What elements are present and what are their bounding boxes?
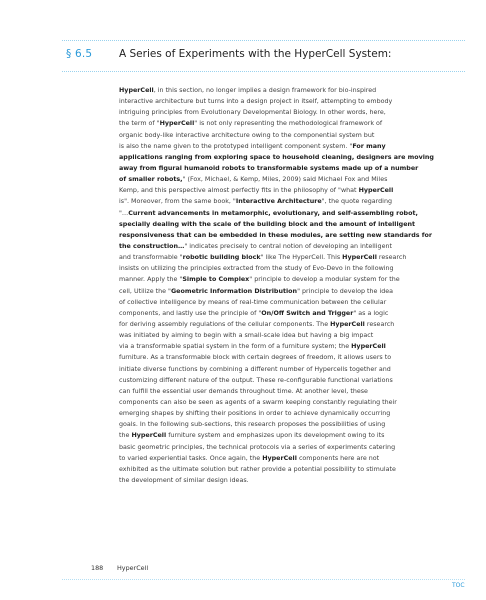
text-run: via a transformable spatial system in the form of a furniture system; the	[119, 343, 352, 351]
text-run: customizing different nature of the output. These re-configurable functional variations	[119, 376, 393, 384]
running-footer-title: HyperCell	[117, 564, 149, 572]
text-run: " is not only representing the methodological framework of	[194, 120, 383, 128]
text-run: the term of "	[119, 120, 160, 128]
bold-text-run: responsiveness that can be embedded in these modules, are setting new standards for	[119, 231, 433, 239]
bold-text-run: HyperCell	[131, 432, 167, 440]
footer-rule	[62, 579, 465, 580]
text-run: intriguing principles from Evolutionary Developmental Biology. In other words, here,	[119, 109, 386, 117]
text-run: components here are not	[296, 454, 380, 462]
text-line	[119, 408, 465, 419]
text-run: research	[364, 320, 395, 328]
text-run: emerging shapes by shifting their positions in order to achieve dynamically occurring	[119, 410, 391, 418]
header-rule-top	[62, 40, 465, 41]
text-run: interactive architecture but turns into a design project in itself, attempting to embody	[119, 98, 393, 106]
bold-text-run: of smaller robots,	[119, 176, 183, 184]
bold-text-run: Current advancements in metamorphic, evolutionary, and self-assembling robot,	[128, 209, 418, 217]
text-run: the	[119, 432, 132, 440]
text-line	[119, 185, 465, 196]
text-line	[119, 118, 465, 129]
text-run: , in this section, no longer implies a design framework for bio-inspired	[153, 87, 377, 94]
text-run: was initiated by aiming to begin with a small-scale idea but having a big impact	[119, 332, 374, 340]
text-line	[119, 397, 465, 408]
text-run: furniture. As a transformable block with certain degrees of freedom, it allows users to	[119, 354, 392, 362]
bold-text-run: the construction…	[119, 242, 185, 250]
text-line	[119, 297, 465, 308]
bold-text-run: HyperCell	[119, 87, 154, 94]
text-run: " like The HyperCell. This	[260, 254, 343, 262]
bold-text-run: applications ranging from exploring space to household cleaning, designers are moving	[119, 153, 434, 161]
text-line	[119, 352, 465, 363]
text-line	[119, 364, 465, 375]
text-line	[119, 319, 465, 330]
text-run: is". Moreover, from the same book, "	[119, 198, 236, 206]
text-run: components, and lastly use the principle of "	[119, 309, 262, 317]
bold-text-run: HyperCell	[358, 187, 394, 195]
text-line	[119, 241, 465, 252]
text-line	[119, 230, 465, 241]
text-run: for deriving assembly regulations of the cellular components. The	[119, 320, 331, 328]
page-number: 188	[91, 564, 104, 572]
body-paragraph	[119, 85, 465, 486]
bold-text-run: HyperCell	[262, 454, 297, 462]
bold-text-run: On/Off Switch and Trigger	[261, 309, 354, 317]
text-line	[119, 130, 465, 141]
section-number: § 6.5	[66, 48, 93, 60]
text-line	[119, 196, 465, 207]
bold-text-run: Geometric Information Distribution	[170, 287, 298, 295]
toc-link[interactable]: TOC	[452, 582, 465, 589]
text-line	[119, 85, 465, 96]
text-run: exhibited as the ultimate solution but rather provide a potential possibility to stimulate	[119, 465, 396, 473]
text-line	[119, 330, 465, 341]
text-line	[119, 442, 465, 453]
text-run: organic body-like interactive architecture owing to the componential system but	[119, 131, 375, 139]
text-line	[119, 96, 465, 107]
text-run: of collective intelligence by means of real-time communication between the cellular	[119, 298, 387, 306]
text-line	[119, 274, 465, 285]
text-line	[119, 286, 465, 297]
bold-text-run: specially dealing with the scale of the building block and the amount of intelligent	[119, 220, 416, 228]
text-run: ", the quote regarding	[321, 198, 392, 206]
bold-text-run: Interactive Architecture	[235, 198, 322, 206]
text-run: furniture system and emphasizes upon its development owing to its	[166, 432, 385, 440]
text-run: the development of similar design ideas.	[119, 476, 249, 484]
text-line	[119, 219, 465, 230]
text-run: basic geometric principles, the technical protocols via a series of experiments catering	[119, 443, 396, 451]
text-line	[119, 453, 465, 464]
text-run: is also the name given to the prototyped intelligent component system. "	[119, 142, 353, 150]
bold-text-run: For many	[352, 142, 386, 150]
text-line	[119, 107, 465, 118]
text-line	[119, 141, 465, 152]
text-run: initiate diverse functions by combining a different number of Hypercells together and	[119, 365, 391, 373]
text-run: " as a logic	[353, 309, 389, 317]
text-line	[119, 208, 465, 219]
text-run: cell, Utilize the "	[119, 287, 171, 295]
text-run: " (Fox, Michael, & Kemp, Miles, 2009) said Michael Fox and Miles	[182, 176, 388, 184]
text-run: " principle to develop the idea	[297, 287, 394, 295]
text-run: components can also be seen as agents of a swarm keeping constantly regulating their	[119, 398, 397, 406]
text-line	[119, 386, 465, 397]
text-line	[119, 375, 465, 386]
text-run: " principle to develop a modular system for the	[249, 276, 400, 284]
section-title: A Series of Experiments with the HyperCell System:	[119, 48, 392, 60]
bold-text-run: HyperCell	[351, 343, 386, 351]
bold-text-run: HyperCell	[159, 120, 195, 128]
bold-text-run: HyperCell	[342, 254, 377, 262]
text-line	[119, 341, 465, 352]
text-run: "…	[119, 209, 129, 217]
text-line	[119, 308, 465, 319]
text-run: goals. In the following sub-sections, this research proposes the possibilities of using	[119, 421, 386, 429]
text-line	[119, 419, 465, 430]
text-line	[119, 464, 465, 475]
text-line	[119, 174, 465, 185]
text-run: to varied experiential tasks. Once again, the	[119, 454, 263, 462]
header-rule-bottom	[62, 71, 465, 72]
text-line	[119, 252, 465, 263]
text-run: manner. Apply the "	[119, 276, 183, 284]
text-run: Kemp, and this perspective almost perfectly fits in the philosophy of "what	[119, 187, 359, 195]
text-line	[119, 475, 465, 486]
text-line	[119, 263, 465, 274]
bold-text-run: HyperCell	[330, 320, 365, 328]
bold-text-run: away from figural humanoid robots to transformable systems made up of a number	[119, 164, 419, 172]
bold-text-run: robotic building block	[182, 254, 261, 262]
text-line	[119, 163, 465, 174]
text-run: research	[376, 254, 407, 262]
text-line	[119, 152, 465, 163]
text-run: " indicates precisely to central notion of developing an intelligent	[184, 242, 392, 250]
text-line	[119, 430, 465, 441]
text-run: can fulfill the essential user demands throughout time. At another level, these	[119, 387, 368, 395]
text-run: and transformable "	[119, 254, 183, 262]
bold-text-run: Simple to Complex	[182, 276, 250, 284]
text-run: insists on utilizing the principles extracted from the study of Evo-Devo in the following	[119, 265, 394, 273]
